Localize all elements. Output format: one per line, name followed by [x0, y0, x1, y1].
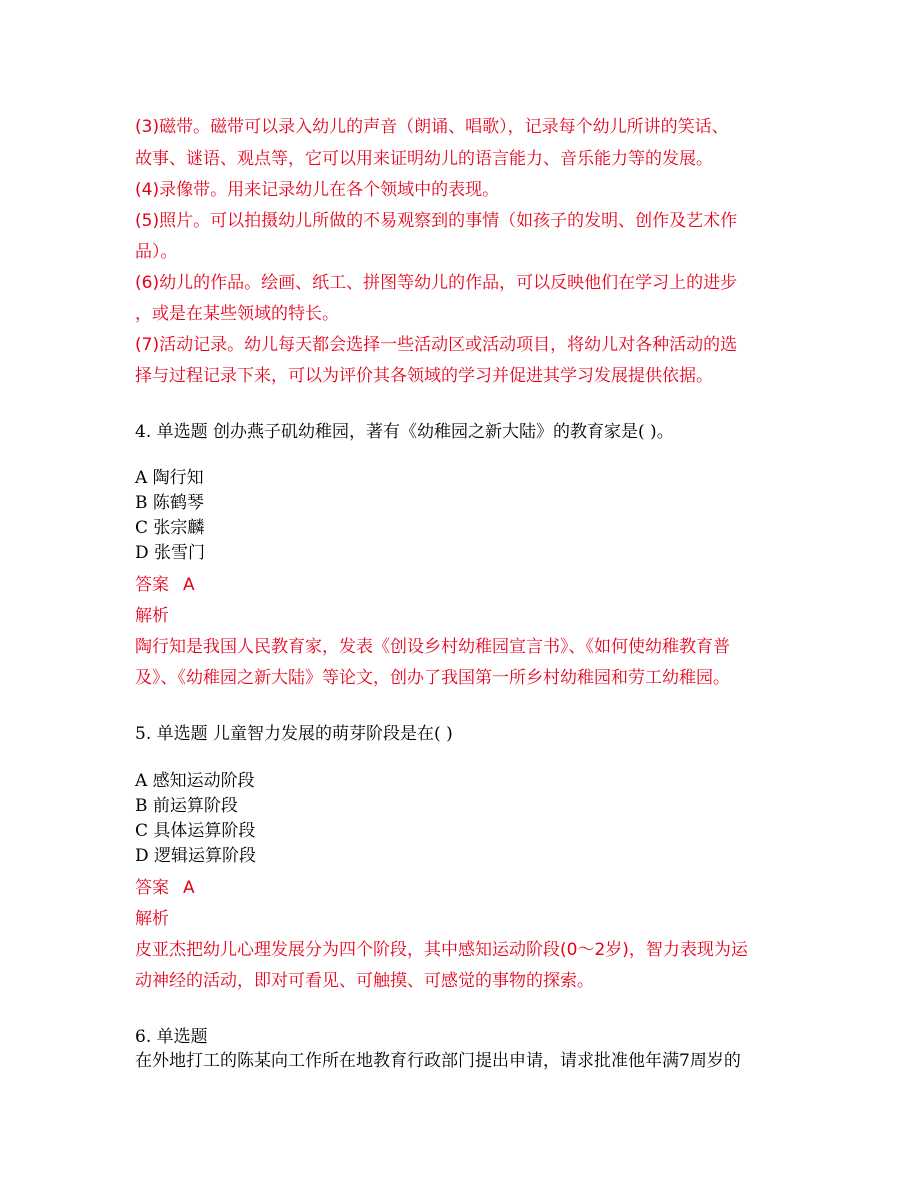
q4-analysis-line-1: 陶行知是我国人民教育家，发表《创设乡村幼稚园宣言书》、《如何使幼稚教育普 [135, 637, 730, 657]
q4-option-c: C 张宗麟 [135, 518, 205, 538]
q6-stem-line: 在外地打工的陈某向工作所在地教育行政部门提出申请，请求批准他年满7周岁的 [135, 1051, 741, 1071]
q4-answer-value: A [183, 575, 195, 595]
q5-analysis-line-2: 动神经的活动，即对可看见、可触摸、可感觉的事物的探索。 [135, 971, 594, 991]
intro-line-2: 故事、谜语、观点等，它可以用来证明幼儿的语言能力、音乐能力等的发展。 [135, 149, 713, 169]
q4-analysis-label: 解析 [135, 606, 169, 626]
intro-line-7: ，或是在某些领域的特长。 [135, 304, 339, 324]
intro-line-9: 择与过程记录下来，可以为评价其各领域的学习并促进其学习发展提供依据。 [135, 366, 713, 386]
q5-option-d: D 逻辑运算阶段 [135, 846, 257, 866]
q5-option-b: B 前运算阶段 [135, 796, 238, 816]
intro-line-8: (7)活动记录。幼儿每天都会选择一些活动区或活动项目，将幼儿对各种活动的选 [135, 335, 738, 355]
intro-line-5: 品）。 [135, 242, 178, 262]
q4-option-a: A 陶行知 [135, 468, 204, 488]
q5-option-c: C 具体运算阶段 [135, 821, 256, 841]
q4-option-d: D 张雪门 [135, 543, 206, 563]
q6-title: 6. 单选题 [135, 1027, 208, 1047]
q5-analysis-label: 解析 [135, 909, 169, 929]
intro-line-3: (4)录像带。用来记录幼儿在各个领域中的表现。 [135, 180, 500, 200]
q4-stem: 4. 单选题 创办燕子矶幼稚园，著有《幼稚园之新大陆》的教育家是( )。 [135, 422, 674, 442]
q5-analysis-line-1: 皮亚杰把幼儿心理发展分为四个阶段，其中感知运动阶段(0～2岁)，智力表现为运 [135, 940, 748, 960]
q5-answer-value: A [183, 878, 195, 898]
q4-answer [135, 569, 795, 601]
q4-option-b: B 陈鹤琴 [135, 493, 204, 513]
q5-option-a: A 感知运动阶段 [135, 771, 255, 791]
q5-answer-label: 答案 [135, 878, 169, 898]
q5-stem: 5. 单选题 儿童智力发展的萌芽阶段是在( ) [135, 724, 453, 744]
intro-line-1: (3)磁带。磁带可以录入幼儿的声音（朗诵、唱歌），记录每个幼儿所讲的笑话、 [135, 117, 729, 137]
intro-line-6: (6)幼儿的作品。绘画、纸工、拼图等幼儿的作品，可以反映他们在学习上的进步 [135, 273, 738, 293]
q5-answer [135, 872, 795, 904]
q4-analysis-line-2: 及》、《幼稚园之新大陆》等论文，创办了我国第一所乡村幼稚园和劳工幼稚园。 [135, 668, 730, 688]
intro-line-4: (5)照片。可以拍摄幼儿所做的不易观察到的事情（如孩子的发明、创作及艺术作 [135, 211, 738, 231]
q4-answer-label: 答案 [135, 575, 169, 595]
